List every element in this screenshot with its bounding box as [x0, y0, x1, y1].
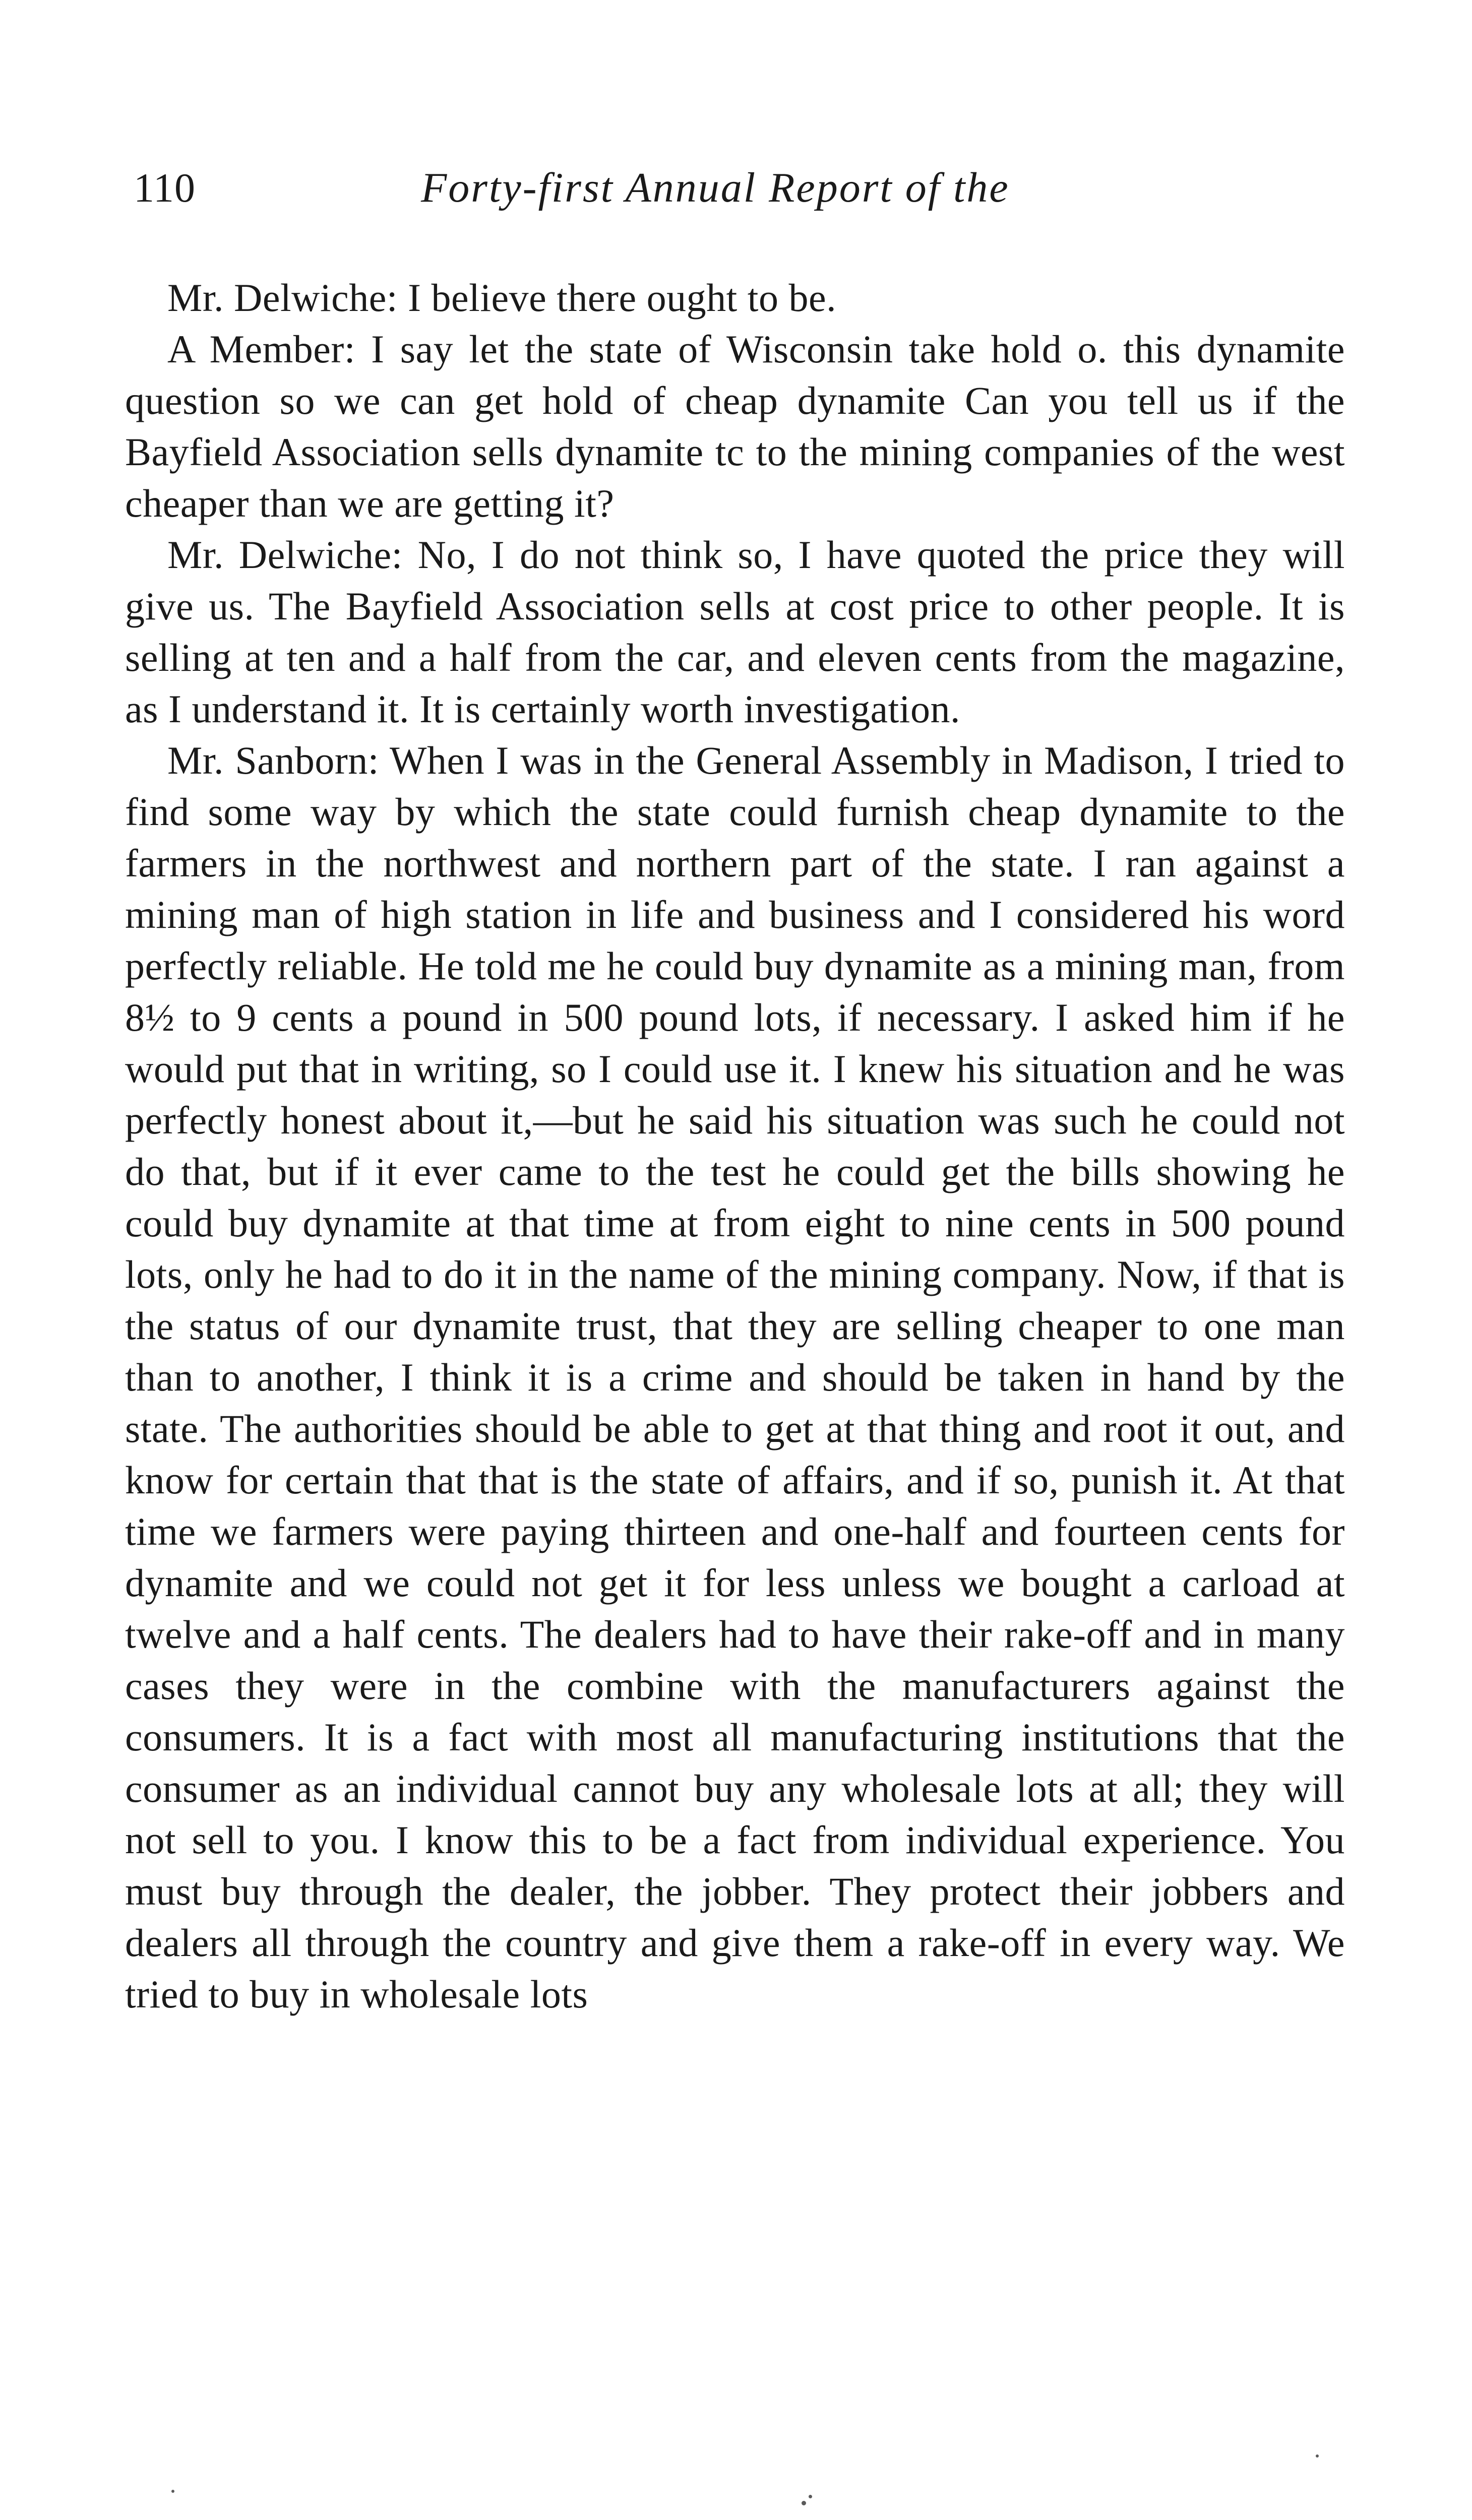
paragraph-text: I believe there ought to be.: [408, 276, 837, 320]
speaker-label: A Member:: [167, 327, 356, 371]
paragraph-delwiche-1: [125, 272, 1345, 324]
speaker-label: Mr. Delwiche:: [167, 533, 403, 577]
scan-speck: [802, 2501, 806, 2505]
scan-speck: [171, 2490, 174, 2493]
page-number: 110: [134, 165, 196, 211]
running-title: Forty-first Annual Report of the: [421, 164, 1010, 211]
paragraph-text: I say let the state of Wisconsin take hold o. this dynamite question so we can get hold of cheap dynamite Can you tell us if the Bayfield Association sells dynamite tc to the mining companies of the west cheaper than we are getting it?: [125, 327, 1345, 525]
paragraph-member: [125, 324, 1345, 529]
paragraph-delwiche-2: [125, 529, 1345, 735]
speaker-label: Mr. Delwiche:: [167, 276, 398, 320]
scan-speck: [809, 2495, 812, 2498]
body-text: [125, 272, 1345, 2020]
scan-speck: [1316, 2454, 1319, 2458]
running-head: [134, 160, 1354, 236]
paragraph-sanborn: [125, 735, 1345, 2020]
speaker-label: Mr. Sanborn:: [167, 738, 379, 782]
paragraph-text: No, I do not think so, I have quoted the price they will give us. The Bayfield Association sells at cost price to other people. It is selling at ten and a half from the car, and eleven cents from the magazine, as I understand it. It is certainly worth investigation.: [125, 533, 1345, 731]
paragraph-text: When I was in the General Assembly in Madison, I tried to find some way by which the state could furnish cheap dynamite to the farmers in the northwest and northern part of the state. I ran against a mining man of high station in life and business and I considered his word perfectly reliable. He told me he could buy dynamite as a mining man, from 8½ to 9 cents a pound in 500 pound lots, if necessary. I asked him if he would put that in writing, so I could use it. I knew his situation and he was perfectly honest about it,—but he said his situation was such he could not do that, but if it ever came to the test he could get the bills showing he could buy dynamite at that time at from eight to nine cents in 500 pound lots, only he had to do it in the name of the mining company. Now, if that is the status of our dynamite trust, that they are selling cheaper to one man than to another, I think it is a crime and should be taken in hand by the state. The authorities should be able to get at that thing and root it out, and know for certain that that is the state of affairs, and if so, punish it. At that time we farmers were paying thirteen and one-half and fourteen cents for dynamite and we could not get it for less unless we bought a carload at twelve and a half cents. The dealers had to have their rake-off and in many cases they were in the combine with the manufacturers against the consumers. It is a fact with most all manufacturing institutions that the consumer as an individual cannot buy any wholesale lots at all; they will not sell to you. I know this to be a fact from individual experience. You must buy through the dealer, the jobber. They protect their jobbers and dealers all through the country and give them a rake-off in every way. We tried to buy in wholesale lots: [125, 738, 1345, 2016]
